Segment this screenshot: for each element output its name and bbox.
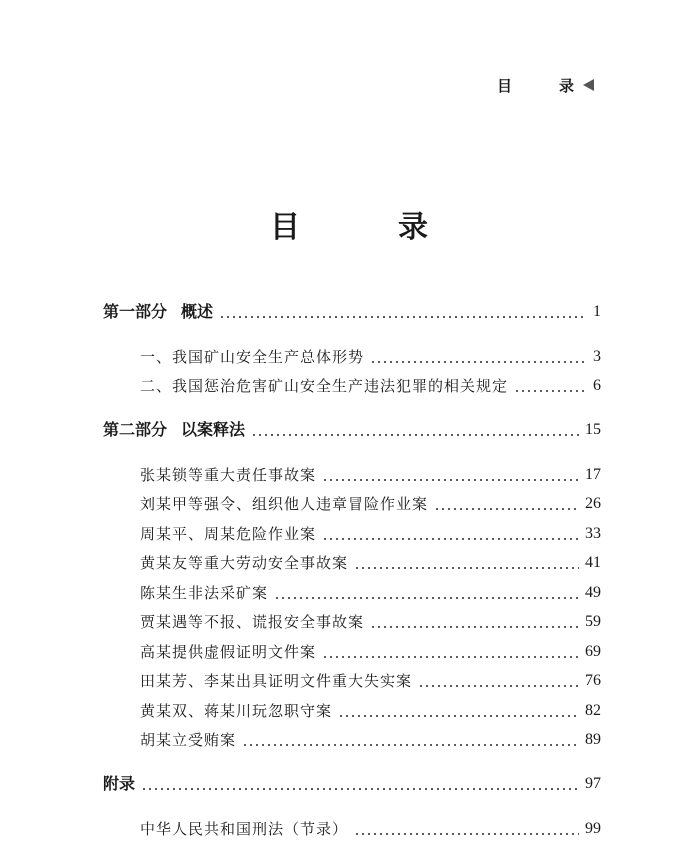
toc-entry-label: 第二部分 以案释法 xyxy=(103,420,246,439)
toc-case-entry[interactable] xyxy=(140,522,601,546)
dot-leader xyxy=(370,626,579,628)
toc-entry-label: 刘某甲等强令、组织他人违章冒险作业案 xyxy=(140,495,429,513)
dot-leader xyxy=(354,567,579,569)
toc-entry-label: 张某锁等重大责任事故案 xyxy=(140,466,317,484)
running-header-text: 录 xyxy=(559,77,575,95)
toc-case-entry[interactable] xyxy=(140,581,601,605)
toc-page-number: 41 xyxy=(585,554,601,571)
toc-page-number: 59 xyxy=(585,613,601,630)
toc-page-number: 26 xyxy=(585,495,601,512)
toc-case-entry[interactable] xyxy=(140,669,601,693)
toc-page-number: 6 xyxy=(593,377,601,394)
toc-case-entry[interactable] xyxy=(140,463,601,487)
toc-entry-label: 田某芳、李某出具证明文件重大失实案 xyxy=(140,672,413,690)
toc-entry-label: 黄某双、蒋某川玩忽职守案 xyxy=(140,702,333,720)
page-title xyxy=(270,202,440,245)
toc-page-number: 99 xyxy=(585,820,601,837)
dot-leader xyxy=(322,538,579,540)
toc-entry-label: 中华人民共和国刑法（节录） xyxy=(140,820,349,838)
toc-entry-label: 附录 xyxy=(103,774,136,793)
toc-page-number: 76 xyxy=(585,672,601,689)
toc-appendix-entry[interactable] xyxy=(103,772,601,796)
toc-page-number: 15 xyxy=(585,421,601,438)
triangle-left-icon xyxy=(583,79,594,91)
dot-leader xyxy=(370,361,587,363)
dot-leader xyxy=(141,788,579,790)
toc-page-number: 3 xyxy=(593,348,601,365)
dot-leader xyxy=(274,597,579,599)
toc-page-number: 82 xyxy=(585,702,601,719)
dot-leader xyxy=(354,833,579,835)
running-header-text: 目 xyxy=(497,77,513,95)
toc-case-entry[interactable] xyxy=(140,610,601,634)
toc-case-entry[interactable] xyxy=(140,699,601,723)
dot-leader xyxy=(242,744,579,746)
toc-page-number: 33 xyxy=(585,525,601,542)
toc-case-entry[interactable] xyxy=(140,492,601,516)
toc-case-entry[interactable] xyxy=(140,551,601,575)
toc-case-entry[interactable] xyxy=(140,728,601,752)
toc-entry-label: 陈某生非法采矿案 xyxy=(140,584,269,602)
toc-entry-label: 高某提供虚假证明文件案 xyxy=(140,643,317,661)
toc-page-number: 89 xyxy=(585,731,601,748)
toc-page-number: 69 xyxy=(585,643,601,660)
toc-entry-label: 黄某友等重大劳动安全事故案 xyxy=(140,554,349,572)
dot-leader xyxy=(251,434,579,436)
toc-law-entry[interactable] xyxy=(140,817,601,841)
toc-case-entry[interactable] xyxy=(140,640,601,664)
toc-page-number: 49 xyxy=(585,584,601,601)
toc-page-number: 17 xyxy=(585,466,601,483)
running-header xyxy=(497,75,607,97)
dot-leader xyxy=(219,316,587,318)
toc-entry-label: 一、我国矿山安全生产总体形势 xyxy=(140,348,365,366)
toc-entry-label: 周某平、周某危险作业案 xyxy=(140,525,317,543)
dot-leader xyxy=(322,656,579,658)
dot-leader xyxy=(322,479,579,481)
dot-leader xyxy=(514,390,587,392)
toc-section-entry[interactable] xyxy=(140,345,601,369)
toc-entry-label: 二、我国惩治危害矿山安全生产违法犯罪的相关规定 xyxy=(140,377,509,395)
dot-leader xyxy=(338,715,579,717)
page-title-part: 录 xyxy=(398,210,429,245)
page-title-part: 目 xyxy=(270,210,301,245)
dot-leader xyxy=(434,508,579,510)
toc-entry-label: 第一部分 概述 xyxy=(103,302,214,321)
toc-section-entry[interactable] xyxy=(140,374,601,398)
toc-part-entry[interactable] xyxy=(103,300,601,324)
toc-entry-label: 胡某立受贿案 xyxy=(140,731,237,749)
toc-page-number: 1 xyxy=(593,303,601,320)
dot-leader xyxy=(418,685,579,687)
toc-page-number: 97 xyxy=(585,775,601,792)
toc-part-entry[interactable] xyxy=(103,418,601,442)
toc-entry-label: 贾某遇等不报、谎报安全事故案 xyxy=(140,613,365,631)
